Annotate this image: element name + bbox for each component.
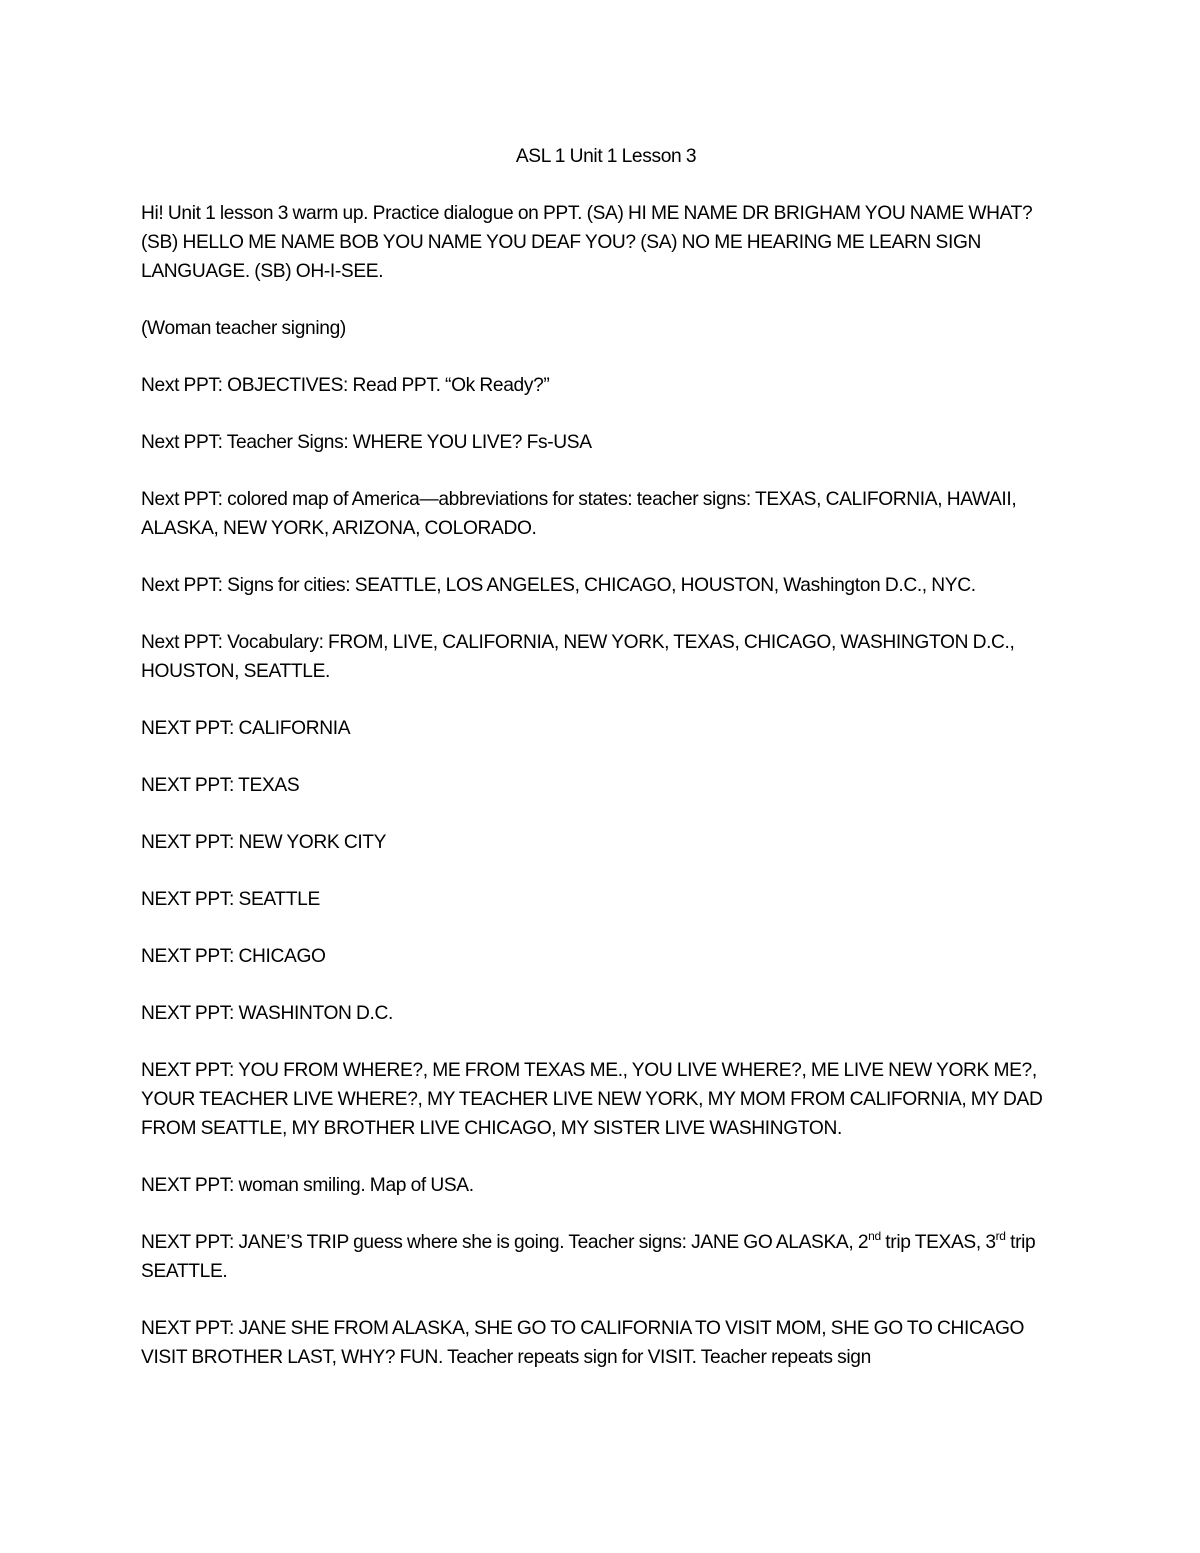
paragraph-janes-trip — [141, 1228, 1071, 1286]
paragraph-washington: NEXT PPT: WASHINTON D.C. — [141, 1003, 394, 1024]
paragraph-woman-teacher: (Woman teacher signing) — [141, 318, 346, 339]
paragraph-objectives: Next PPT: OBJECTIVES: Read PPT. “Ok Ready?” — [141, 375, 550, 396]
paragraph-new-york-city: NEXT PPT: NEW YORK CITY — [141, 832, 387, 853]
paragraph-cities: Next PPT: Signs for cities: SEATTLE, LOS ANGELES, CHICAGO, HOUSTON, Washington D.C., NYC. — [141, 575, 976, 596]
janes-trip-text-3: trip SEATTLE. — [141, 1232, 1036, 1282]
paragraph-chicago: NEXT PPT: CHICAGO — [141, 946, 326, 967]
janes-trip-text-2: trip TEXAS, 3 — [880, 1232, 996, 1253]
paragraph-california: NEXT PPT: CALIFORNIA — [141, 718, 351, 739]
document-body — [141, 142, 1071, 1400]
document-title: ASL 1 Unit 1 Lesson 3 — [515, 146, 697, 167]
paragraph-from-where-dialogue: NEXT PPT: YOU FROM WHERE?, ME FROM TEXAS ME., YOU LIVE WHERE?, ME LIVE NEW YORK ME?, YOUR TEACHER LIVE WHERE?, MY TEACHER LIVE NEW YORK, MY MOM FROM CALIFORNIA, MY DAD FROM SEATTLE, MY BROTHER LIVE CHICAGO, MY SISTER LIVE WASHINGTON. — [141, 1060, 1043, 1139]
superscript-nd: nd — [868, 1228, 881, 1243]
paragraph-where-you-live: Next PPT: Teacher Signs: WHERE YOU LIVE? Fs-USA — [141, 432, 592, 453]
paragraph-states-map: Next PPT: colored map of America—abbreviations for states: teacher signs: TEXAS, CALIFORNIA, HAWAII, ALASKA, NEW YORK, ARIZONA, COLORADO. — [141, 489, 1017, 539]
paragraph-warm-up: Hi! Unit 1 lesson 3 warm up. Practice dialogue on PPT. (SA) HI ME NAME DR BRIGHAM YOU NAME WHAT? (SB) HELLO ME NAME BOB YOU NAME YOU DEAF YOU? (SA) NO ME HEARING ME LEARN SIGN LANGUAGE. (SB) OH-I-SEE. — [141, 203, 1033, 282]
paragraph-woman-smiling: NEXT PPT: woman smiling. Map of USA. — [141, 1175, 474, 1196]
superscript-rd: rd — [995, 1228, 1006, 1243]
janes-trip-text-1: NEXT PPT: JANE’S TRIP guess where she is going. Teacher signs: JANE GO ALASKA, 2 — [141, 1232, 869, 1253]
paragraph-texas: NEXT PPT: TEXAS — [141, 775, 300, 796]
paragraph-vocabulary: Next PPT: Vocabulary: FROM, LIVE, CALIFORNIA, NEW YORK, TEXAS, CHICAGO, WASHINGTON D.C., HOUSTON, SEATTLE. — [141, 632, 1015, 682]
paragraph-jane-visit: NEXT PPT: JANE SHE FROM ALASKA, SHE GO TO CALIFORNIA TO VISIT MOM, SHE GO TO CHICAGO VISIT BROTHER LAST, WHY? FUN. Teacher repeats sign for VISIT. Teacher repeats sign — [141, 1318, 1025, 1368]
paragraph-seattle: NEXT PPT: SEATTLE — [141, 889, 320, 910]
